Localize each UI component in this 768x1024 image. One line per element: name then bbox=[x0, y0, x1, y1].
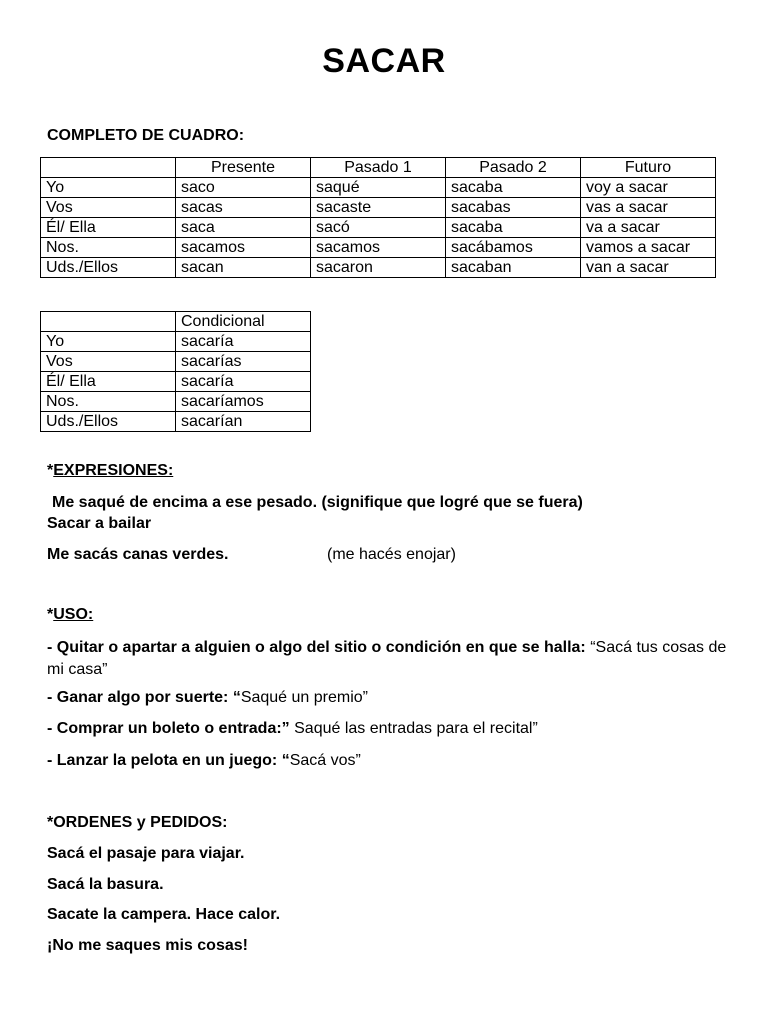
table-row bbox=[41, 352, 311, 372]
conjugation-cell: sacabas bbox=[446, 198, 581, 218]
table-row bbox=[41, 412, 311, 432]
table-header-cell: Pasado 2 bbox=[446, 158, 581, 178]
table-row bbox=[41, 332, 311, 352]
conjugation-cell: sacábamos bbox=[446, 238, 581, 258]
expresion-2: Sacar a bailar bbox=[47, 515, 152, 532]
pronoun-cell: Él/ Ella bbox=[41, 372, 176, 392]
pronoun-cell: Nos. bbox=[41, 392, 176, 412]
conjugation-cell: voy a sacar bbox=[581, 178, 716, 198]
table-row bbox=[41, 178, 716, 198]
conjugation-cell: vas a sacar bbox=[581, 198, 716, 218]
pronoun-cell: Vos bbox=[41, 352, 176, 372]
pronoun-cell: Yo bbox=[41, 178, 176, 198]
conjugation-cell: sacaba bbox=[446, 218, 581, 238]
conjugation-cell: sacan bbox=[176, 258, 311, 278]
conjugation-cell: sacaríamos bbox=[176, 392, 311, 412]
conjugation-cell: sacaría bbox=[176, 332, 311, 352]
table-header-cell: Futuro bbox=[581, 158, 716, 178]
conjugation-cell: sacarías bbox=[176, 352, 311, 372]
pronoun-cell: Yo bbox=[41, 332, 176, 352]
conjugation-cell: sacamos bbox=[311, 238, 446, 258]
conjugation-cell: va a sacar bbox=[581, 218, 716, 238]
pronoun-cell: Vos bbox=[41, 198, 176, 218]
uso-item-4: - Lanzar la pelota en un juego: “Sacá vos” bbox=[47, 752, 361, 769]
table-header-row bbox=[41, 312, 311, 332]
conjugation-cell: sacaban bbox=[446, 258, 581, 278]
table-header-cell bbox=[41, 158, 176, 178]
pronoun-cell: Uds./Ellos bbox=[41, 258, 176, 278]
conjugation-cell: sacas bbox=[176, 198, 311, 218]
table-row bbox=[41, 372, 311, 392]
pronoun-cell: Él/ Ella bbox=[41, 218, 176, 238]
page-title: SACAR bbox=[322, 42, 446, 80]
table-header-row bbox=[41, 158, 716, 178]
orden-item-4: ¡No me saques mis cosas! bbox=[47, 937, 248, 954]
table-row bbox=[41, 392, 311, 412]
expresion-1: Me saqué de encima a ese pesado. (signifique que logré que se fuera) bbox=[52, 494, 583, 511]
uso-heading: *USO: bbox=[47, 606, 94, 623]
table-header-cell bbox=[41, 312, 176, 332]
orden-item-2: Sacá la basura. bbox=[47, 876, 164, 893]
table-row bbox=[41, 258, 716, 278]
uso-item-1: - Quitar o apartar a alguien o algo del sitio o condición en que se halla: “Sacá tus cosas de mi casa” bbox=[47, 639, 727, 678]
conjugation-cell: sacamos bbox=[176, 238, 311, 258]
conjugation-cell: sacaría bbox=[176, 372, 311, 392]
conjugation-table bbox=[40, 157, 716, 278]
expresion-3: Me sacás canas verdes. (me hacés enojar) bbox=[47, 546, 456, 563]
orden-item-1: Sacá el pasaje para viajar. bbox=[47, 845, 245, 862]
table-header-cell: Pasado 1 bbox=[311, 158, 446, 178]
expresiones-heading: *EXPRESIONES: bbox=[47, 462, 174, 479]
table-row bbox=[41, 218, 716, 238]
conjugation-cell: vamos a sacar bbox=[581, 238, 716, 258]
table-row bbox=[41, 238, 716, 258]
conjugation-cell: saco bbox=[176, 178, 311, 198]
ordenes-heading: *ORDENES y PEDIDOS: bbox=[47, 814, 228, 831]
conjugation-cell: sacaste bbox=[311, 198, 446, 218]
table-header-cell: Condicional bbox=[176, 312, 311, 332]
uso-item-3: - Comprar un boleto o entrada:” Saqué las entradas para el recital” bbox=[47, 720, 538, 737]
conditional-table bbox=[40, 311, 311, 432]
table-row bbox=[41, 198, 716, 218]
conjugation-cell: sacó bbox=[311, 218, 446, 238]
conjugation-cell: van a sacar bbox=[581, 258, 716, 278]
table-header-cell: Presente bbox=[176, 158, 311, 178]
pronoun-cell: Nos. bbox=[41, 238, 176, 258]
conjugation-cell: sacarían bbox=[176, 412, 311, 432]
conjugation-cell: saca bbox=[176, 218, 311, 238]
conjugation-cell: sacaba bbox=[446, 178, 581, 198]
conjugation-cell: sacaron bbox=[311, 258, 446, 278]
orden-item-3: Sacate la campera. Hace calor. bbox=[47, 906, 281, 923]
uso-item-2: - Ganar algo por suerte: “Saqué un premio” bbox=[47, 689, 368, 706]
cuadro-heading: COMPLETO DE CUADRO: bbox=[47, 127, 245, 144]
pronoun-cell: Uds./Ellos bbox=[41, 412, 176, 432]
conjugation-cell: saqué bbox=[311, 178, 446, 198]
